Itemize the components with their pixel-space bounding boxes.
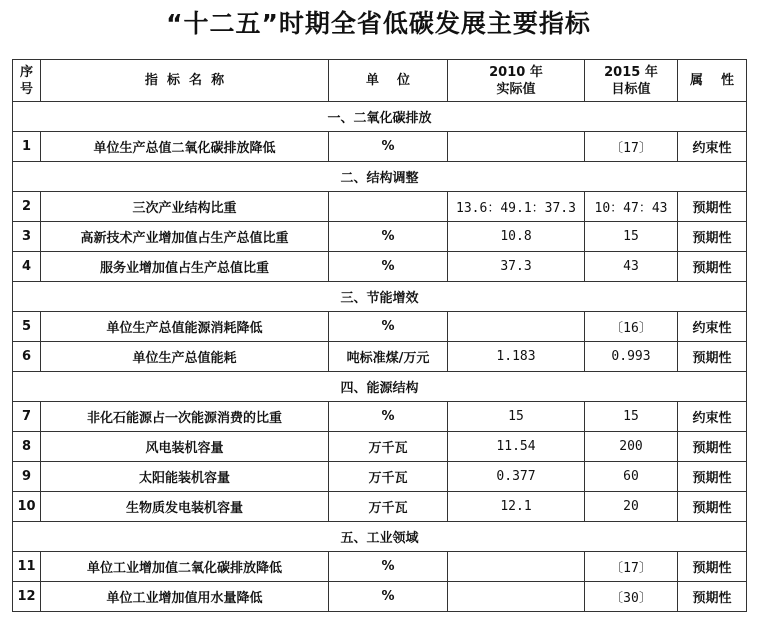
indicator-attribute: 预期性: [678, 462, 747, 492]
table-row: [13, 342, 747, 372]
target-2015-value: 60: [585, 462, 678, 492]
section-row: [13, 372, 747, 402]
section-title: 二、结构调整: [13, 162, 747, 192]
indicator-name: 单位工业增加值二氧化碳排放降低: [41, 552, 329, 582]
section-title: 三、节能增效: [13, 282, 747, 312]
section-title: 一、二氧化碳排放: [13, 102, 747, 132]
indicator-attribute: 预期性: [678, 552, 747, 582]
section-row: [13, 282, 747, 312]
indicator-table: [12, 59, 747, 612]
header-target-line1: 2015 年: [604, 64, 658, 80]
target-2015-value: 43: [585, 252, 678, 282]
table-row: [13, 582, 747, 612]
target-2015-value: 15: [585, 402, 678, 432]
indicator-attribute: 约束性: [678, 402, 747, 432]
indicator-unit: %: [329, 132, 448, 162]
indicator-unit: 万千瓦: [329, 432, 448, 462]
indicator-unit: %: [329, 402, 448, 432]
target-2015-value: 15: [585, 222, 678, 252]
actual-2010-value: [448, 132, 585, 162]
header-target-line2: 目标值: [611, 81, 651, 97]
indicator-unit: [329, 192, 448, 222]
table-row: [13, 492, 747, 522]
target-2015-value: 20: [585, 492, 678, 522]
header-name: [41, 60, 329, 102]
section-row: [13, 162, 747, 192]
header-target: [585, 60, 678, 102]
row-number: 1: [13, 132, 41, 162]
indicator-name: 单位生产总值能源消耗降低: [41, 312, 329, 342]
section-row: [13, 102, 747, 132]
actual-2010-value: 37.3: [448, 252, 585, 282]
indicator-name: 非化石能源占一次能源消费的比重: [41, 402, 329, 432]
indicator-unit: %: [329, 312, 448, 342]
indicator-name: 单位生产总值二氧化碳排放降低: [41, 132, 329, 162]
actual-2010-value: [448, 552, 585, 582]
page-title: “十二五”时期全省低碳发展主要指标: [166, 9, 591, 38]
table-header-row: [13, 60, 747, 102]
row-number: 8: [13, 432, 41, 462]
header-actual-line1: 2010 年: [489, 64, 543, 80]
row-number: 9: [13, 462, 41, 492]
indicator-attribute: 预期性: [678, 432, 747, 462]
indicator-name: 太阳能装机容量: [41, 462, 329, 492]
indicator-unit: 万千瓦: [329, 492, 448, 522]
target-2015-value: 10：47：43: [585, 192, 678, 222]
indicator-attribute: 预期性: [678, 582, 747, 612]
section-title: 五、工业领域: [13, 522, 747, 552]
indicator-attribute: 预期性: [678, 222, 747, 252]
header-seq-line1: 序: [19, 64, 33, 80]
actual-2010-value: 10.8: [448, 222, 585, 252]
row-number: 6: [13, 342, 41, 372]
table-row: [13, 432, 747, 462]
actual-2010-value: 15: [448, 402, 585, 432]
table-row: [13, 462, 747, 492]
row-number: 10: [13, 492, 41, 522]
indicator-table-container: [12, 59, 747, 612]
indicator-attribute: 约束性: [678, 312, 747, 342]
actual-2010-value: 1.183: [448, 342, 585, 372]
actual-2010-value: 12.1: [448, 492, 585, 522]
indicator-unit: %: [329, 582, 448, 612]
indicator-attribute: 预期性: [678, 192, 747, 222]
row-number: 2: [13, 192, 41, 222]
indicator-attribute: 约束性: [678, 132, 747, 162]
actual-2010-value: 13.6：49.1：37.3: [448, 192, 585, 222]
target-2015-value: 〔17〕: [585, 132, 678, 162]
table-row: [13, 312, 747, 342]
row-number: 7: [13, 402, 41, 432]
table-row: [13, 132, 747, 162]
indicator-attribute: 预期性: [678, 492, 747, 522]
indicator-unit: %: [329, 252, 448, 282]
header-unit: [329, 60, 448, 102]
table-row: [13, 252, 747, 282]
header-attr-label: 属 性: [689, 73, 735, 88]
indicator-name: 服务业增加值占生产总值比重: [41, 252, 329, 282]
target-2015-value: 0.993: [585, 342, 678, 372]
indicator-name: 单位工业增加值用水量降低: [41, 582, 329, 612]
indicator-name: 生物质发电装机容量: [41, 492, 329, 522]
indicator-unit: 万千瓦: [329, 462, 448, 492]
indicator-attribute: 预期性: [678, 252, 747, 282]
table-row: [13, 402, 747, 432]
row-number: 11: [13, 552, 41, 582]
table-row: [13, 192, 747, 222]
header-seq: [13, 60, 41, 102]
target-2015-value: 〔30〕: [585, 582, 678, 612]
indicator-unit: %: [329, 222, 448, 252]
actual-2010-value: [448, 582, 585, 612]
header-actual-line2: 实际值: [496, 81, 536, 97]
row-number: 3: [13, 222, 41, 252]
target-2015-value: 〔17〕: [585, 552, 678, 582]
header-actual: [448, 60, 585, 102]
actual-2010-value: 0.377: [448, 462, 585, 492]
table-row: [13, 552, 747, 582]
actual-2010-value: 11.54: [448, 432, 585, 462]
row-number: 5: [13, 312, 41, 342]
header-name-label: 指 标 名 称: [144, 73, 225, 88]
header-seq-line2: 号: [19, 81, 33, 97]
actual-2010-value: [448, 312, 585, 342]
indicator-name: 高新技术产业增加值占生产总值比重: [41, 222, 329, 252]
indicator-unit: %: [329, 552, 448, 582]
table-body: [13, 102, 747, 612]
indicator-name: 风电装机容量: [41, 432, 329, 462]
row-number: 12: [13, 582, 41, 612]
indicator-attribute: 预期性: [678, 342, 747, 372]
row-number: 4: [13, 252, 41, 282]
indicator-name: 三次产业结构比重: [41, 192, 329, 222]
section-row: [13, 522, 747, 552]
indicator-unit: 吨标准煤/万元: [329, 342, 448, 372]
target-2015-value: 〔16〕: [585, 312, 678, 342]
header-unit-label: 单 位: [365, 73, 411, 88]
header-attr: [678, 60, 747, 102]
table-row: [13, 222, 747, 252]
indicator-name: 单位生产总值能耗: [41, 342, 329, 372]
section-title: 四、能源结构: [13, 372, 747, 402]
target-2015-value: 200: [585, 432, 678, 462]
